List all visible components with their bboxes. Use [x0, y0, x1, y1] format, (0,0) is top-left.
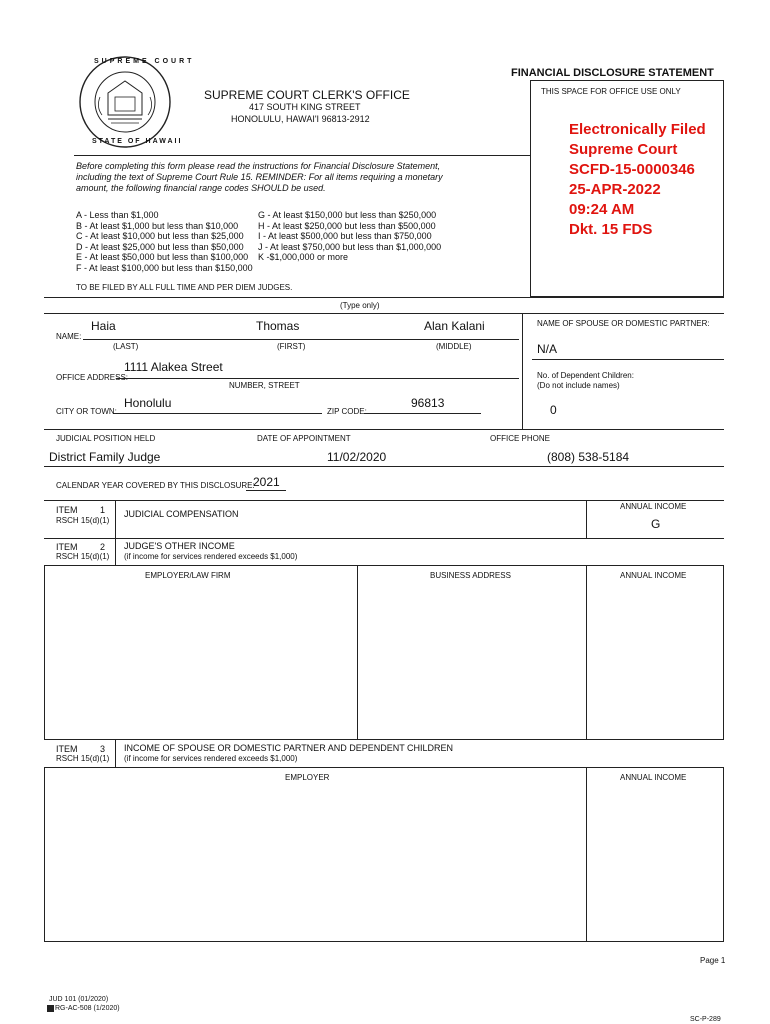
year-value[interactable]: 2021: [253, 475, 280, 489]
spouse-label: NAME OF SPOUSE OR DOMESTIC PARTNER:: [537, 319, 710, 328]
last-name-value[interactable]: Haia: [91, 319, 116, 333]
code-item: A - Less than $1,000: [76, 210, 159, 220]
office-address-line-1: 417 SOUTH KING STREET: [249, 102, 361, 112]
position-label: JUDICIAL POSITION HELD: [56, 434, 156, 443]
stamp-line: 25-APR-2022: [569, 181, 661, 198]
position-value[interactable]: District Family Judge: [49, 450, 161, 464]
item2-table: [44, 565, 724, 740]
item3-note: (if income for services rendered exceeds $1,000): [124, 754, 298, 763]
form-code-1: JUD 101 (01/2020): [49, 996, 109, 1003]
instructions-text: Before completing this form please read the instructions for Financial Disclosure Statement, including the text of Supreme Court Rule 15. REMINDER: For all items requiring a monetary amount, the following financial range codes SHOULD be used.: [76, 161, 443, 193]
form-id: SC-P-289: [690, 1016, 721, 1023]
item3-number: 3: [100, 744, 106, 754]
code-item: I - At least $500,000 but less than $750,000: [258, 231, 432, 241]
spouse-value[interactable]: N/A: [537, 342, 558, 356]
code-item: J - At least $750,000 but less than $1,000,000: [258, 241, 442, 252]
stamp-line: SCFD-15-0000346: [569, 161, 695, 178]
city-label: CITY OR TOWN:: [56, 407, 117, 416]
office-address-line-2: HONOLULU, HAWAI'I 96813-2912: [231, 114, 370, 124]
item2-col-address: BUSINESS ADDRESS: [430, 571, 511, 580]
code-item: H - At least $250,000 but less than $500,000: [258, 220, 436, 231]
zip-label: ZIP CODE:: [327, 407, 367, 416]
zip-value[interactable]: 96813: [411, 396, 445, 410]
item2-col-income: ANNUAL INCOME: [620, 571, 687, 580]
item1-label: ITEM: [56, 505, 78, 515]
item1-income-label: ANNUAL INCOME: [620, 502, 687, 511]
item2-number: 2: [100, 542, 106, 552]
middle-name-value[interactable]: Alan Kalani: [424, 319, 485, 333]
stamp-line: Supreme Court: [569, 141, 678, 158]
filing-stamp: [569, 120, 706, 240]
stamp-line: Dkt. 15 FDS: [569, 221, 653, 238]
item3-col-employer: EMPLOYER: [285, 773, 330, 782]
code-item: E - At least $50,000 but less than $100,000: [76, 252, 249, 262]
office-address-label: OFFICE ADDRESS:: [56, 373, 129, 382]
middle-label: (MIDDLE): [436, 342, 472, 351]
financial-codes-left: [76, 210, 253, 273]
seal-text-bottom: STATE OF HAWAII: [92, 138, 183, 145]
code-item: B - At least $1,000 but less than $10,000: [76, 220, 239, 231]
item3-title: INCOME OF SPOUSE OR DOMESTIC PARTNER AND DEPENDENT CHILDREN: [124, 743, 454, 753]
last-label: (LAST): [113, 342, 139, 351]
dependents-value[interactable]: 0: [550, 403, 557, 417]
phone-label: OFFICE PHONE: [490, 434, 551, 443]
code-item: C - At least $10,000 but less than $25,000: [76, 231, 244, 241]
item1-income-value[interactable]: G: [651, 517, 661, 531]
item1-title: JUDICIAL COMPENSATION: [124, 509, 239, 519]
office-address-value[interactable]: 1111 Alakea Street: [124, 360, 223, 374]
stamp-line: Electronically Filed: [569, 121, 706, 138]
item2-note: (if income for services rendered exceeds $1,000): [124, 552, 298, 561]
court-seal: [78, 55, 195, 149]
code-item: D - At least $25,000 but less than $50,000: [76, 241, 244, 252]
first-label: (FIRST): [277, 342, 306, 351]
item2-col-employer: EMPLOYER/LAW FIRM: [145, 571, 231, 580]
form-title: FINANCIAL DISCLOSURE STATEMENT: [511, 67, 714, 79]
financial-codes-right: [258, 210, 441, 263]
item3-table: [44, 767, 724, 942]
appointment-label: DATE OF APPOINTMENT: [257, 434, 351, 443]
first-name-value[interactable]: Thomas: [256, 319, 300, 333]
code-item: K -$1,000,000 or more: [258, 252, 349, 262]
dependents-label-2: (Do not include names): [537, 381, 620, 390]
form-code-2: RG-AC-508 (1/2020): [55, 1005, 120, 1012]
item3-label: ITEM: [56, 744, 78, 754]
office-name: SUPREME COURT CLERK'S OFFICE: [204, 88, 410, 102]
dependents-label-1: No. of Dependent Children:: [537, 371, 634, 380]
filed-by-notice: TO BE FILED BY ALL FULL TIME AND PER DIEM JUDGES.: [76, 283, 293, 292]
form-code-mark: [47, 1005, 54, 1012]
phone-value[interactable]: (808) 538-5184: [547, 450, 630, 464]
city-value[interactable]: Honolulu: [124, 396, 172, 410]
number-street-label: NUMBER, STREET: [229, 381, 300, 390]
code-item: G - At least $150,000 but less than $250,000: [258, 210, 437, 220]
page-number: Page 1: [700, 956, 726, 965]
item3-col-income: ANNUAL INCOME: [620, 773, 687, 782]
item1-number: 1: [100, 505, 106, 515]
item3-rule: RSCH 15(d)(1): [56, 754, 110, 763]
seal-text-top: SUPREME COURT: [94, 58, 195, 65]
item2-rule: RSCH 15(d)(1): [56, 552, 110, 561]
code-item: F - At least $100,000 but less than $150,000: [76, 262, 253, 273]
year-label: CALENDAR YEAR COVERED BY THIS DISCLOSURE:: [56, 481, 255, 490]
name-label: NAME:: [56, 332, 82, 341]
item2-title: JUDGE'S OTHER INCOME: [124, 541, 235, 551]
stamp-line: 09:24 AM: [569, 201, 635, 218]
type-only-label: (Type only): [340, 301, 380, 310]
item1-rule: RSCH 15(d)(1): [56, 516, 110, 525]
item2-label: ITEM: [56, 542, 78, 552]
office-use-label: THIS SPACE FOR OFFICE USE ONLY: [541, 87, 681, 96]
appointment-value[interactable]: 11/02/2020: [327, 450, 387, 464]
